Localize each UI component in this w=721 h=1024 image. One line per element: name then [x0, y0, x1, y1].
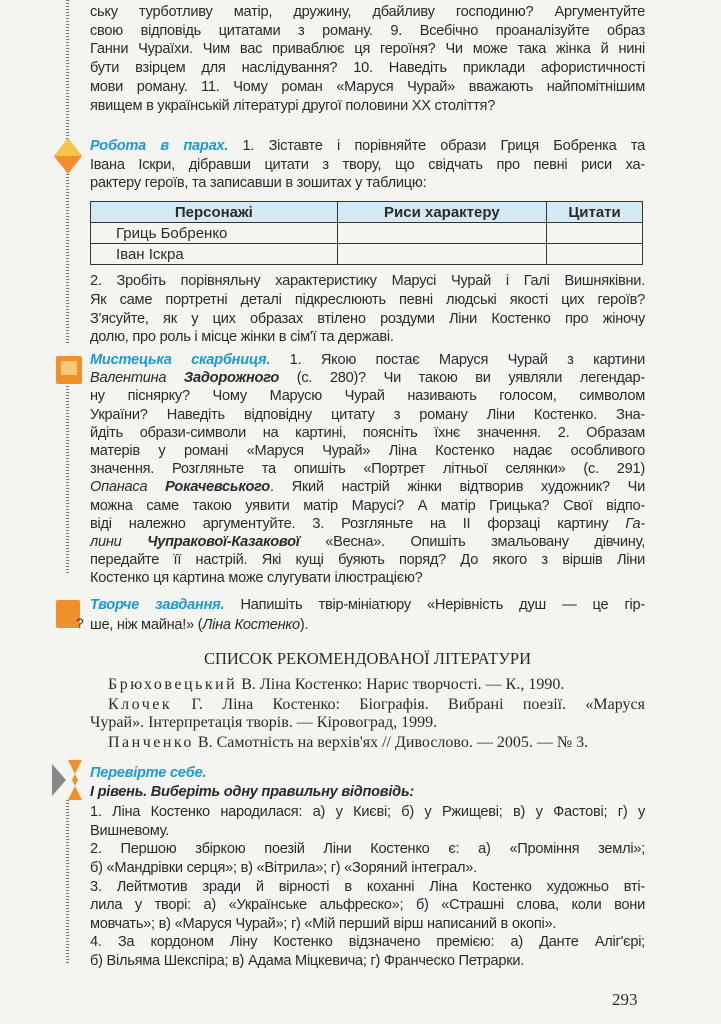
self-check-section — [90, 764, 645, 971]
text-line: Вишневому. — [90, 822, 170, 839]
text-line — [90, 351, 645, 369]
text-segment: Задорожного — [183, 370, 280, 387]
text-line — [90, 596, 645, 616]
text-line: 2. Зробіть порівняльну характеристику Марусі Чурай і Галі Вишняківни. — [90, 273, 645, 289]
text-line — [90, 478, 645, 496]
entry-text: В. Самотність на верхів'ях // Дивослово. — 2005. — № 3. — [193, 734, 589, 751]
text-segment: І рівень. Виберіть одну правильну відповідь: — [90, 783, 414, 800]
text-line: бути взірцем для наслідування? 10. Наведіть приклади афористичності — [90, 60, 645, 77]
text-segment: Га- — [625, 515, 645, 532]
page-number: 293 — [612, 990, 638, 1009]
text-segment: . Який настрій жінки відтворив художник? Чи — [269, 479, 645, 496]
margin-rule — [66, 380, 69, 575]
section-heading: Робота в парах. — [90, 138, 229, 154]
text-segment: Напишіть твір-мініатюру «Нерівність душ — це гір- — [224, 597, 645, 613]
pair-work-task-2 — [90, 272, 645, 347]
text-segment: лини — [90, 534, 148, 551]
entry-text: Г. Ліна Костенко: Біографія. Вибрані поезії. «Маруся — [172, 696, 645, 713]
text-segment: Рокачевського — [165, 479, 270, 496]
text-line: 3. Лейтмотив зради й вірності в коханні Ліна Костенко художньо вті- — [90, 878, 645, 895]
text-line: йдіть образи-символи на картині, поясніть їхнє значення. 2. Образам — [90, 424, 645, 441]
text-line: долю, про роль і місце жінки в сім'ї та державі. — [90, 329, 394, 346]
text-line: б) Вільяма Шекспіра; в) Адама Міцкевича; г) Франческо Петрарки. — [90, 952, 525, 969]
text-segment: ше, ніж майна!» ( — [90, 616, 203, 633]
text-line: Ганни Чураїхи. Чим вас приваблює ця героїня? Чи може така жінка й нині — [90, 41, 645, 58]
text-line: свою відповідь цитатами з роману. 9. Всебічно проаналізуйте образ — [90, 22, 645, 39]
text-line: України? Наведіть відповідну цитату з роману Ліни Костенко. Зна- — [90, 406, 645, 423]
literature-entry — [90, 676, 645, 694]
text-segment: Опанаса — [90, 479, 166, 496]
text-line: Костенко ця картина може слугувати ілюстрацією? — [90, 570, 423, 587]
text-line: 4. За кордоном Ліну Костенко відзначено премією: а) Данте Аліг'єрі; — [90, 934, 645, 951]
author: Клочек — [108, 696, 173, 713]
questions-continuation — [90, 3, 645, 115]
author: Брюховецький — [108, 676, 238, 693]
text-line: Як саме портретні деталі підкреслюють певні людські якості цих героїв? — [90, 291, 645, 308]
text-line: рактеру героїв, та записавши в зошитах у таблицю: — [90, 175, 427, 191]
text-line: 1. Ліна Костенко народилася: а) у Києві; б) у Ржищеві; в) у Фастові; г) у — [90, 804, 645, 821]
text-line — [90, 515, 645, 533]
text-line: можна саме такою уявити матір Марусі? А матір Грицька? Свої відпо- — [90, 497, 645, 514]
literature-entry — [90, 734, 645, 752]
section-heading: Творче завдання. — [90, 597, 225, 613]
text-line — [90, 533, 645, 551]
pair-work-section — [90, 137, 645, 193]
art-treasury-icon — [56, 356, 82, 384]
svg-text:?: ? — [76, 615, 84, 630]
margin-rule — [66, 800, 69, 965]
table-header: Цитати — [547, 202, 643, 223]
table-header: Риси характеру — [337, 202, 546, 223]
table-row — [91, 223, 643, 244]
table-cell: Гриць Бобренко — [91, 223, 338, 244]
text-line: значення. Розгляньте та опишіть «Портрет літньої селянки» (с. 291) — [90, 461, 645, 478]
table-cell — [337, 223, 546, 244]
table-cell — [547, 244, 643, 265]
text-line — [90, 616, 645, 636]
text-line — [90, 764, 645, 783]
table-cell — [547, 223, 643, 244]
text-segment: 1. Зіставте і порівняйте образи Гриця Бобренка та — [228, 138, 646, 154]
entry-text: Чурай». Інтерпретація творів. — Кіровоград, 1999. — [90, 714, 438, 731]
entry-text: В. Ліна Костенко: Нарис творчості. — К., 1990. — [237, 676, 565, 693]
text-line: лила у творі: а) «Українське альфреско»; б) «Страшні слова, коли вони — [90, 897, 645, 914]
text-segment: «Весна». Опишіть змальовану дівчину, — [299, 534, 645, 551]
text-line: Івана Іскри, дібравши цитати з твору, що свідчать про певні риси ха- — [90, 156, 645, 173]
section-heading: Перевірте себе. — [90, 765, 207, 781]
literature-title: СПИСОК РЕКОМЕНДОВАНОЇ ЛІТЕРАТУРИ — [203, 649, 532, 668]
text-segment: (с. 280)? Чи такою ви уявляли легендар- — [279, 370, 645, 387]
characters-table — [90, 201, 643, 265]
text-line: ну піснярку? Чому Марусю Чурай називають голосом, символом — [90, 388, 645, 405]
text-line — [90, 783, 645, 802]
table-header: Персонажі — [91, 202, 338, 223]
text-segment: Валентина — [90, 370, 184, 387]
text-segment: віді належно аргументуйте. 3. Розгляньте на II форзаці картину — [90, 515, 626, 532]
art-treasury-section — [90, 351, 645, 588]
text-line: мовчать»; в) «Маруся Чурай»; г) «Мій перший вірш написаний в окопі». — [90, 915, 557, 932]
table-header-row — [91, 202, 643, 223]
author: Панченко — [108, 734, 194, 751]
table-cell: Іван Іскра — [91, 244, 338, 265]
text-line: матерів у романі «Маруся Чурай» Ліна Костенко надає особливого — [90, 443, 645, 460]
literature-entry — [90, 696, 645, 732]
text-line: явищем в українській літературі другої половини XX століття? — [90, 97, 496, 114]
text-line: передайте її настрій. Які кущі буяють поряд? До якого з віршів Ліни — [90, 552, 645, 569]
text-line: мови роману. 11. Чому роман «Маруся Чурай» вважають найпомітнішим — [90, 78, 645, 95]
text-line: б) «Мандрівки серця»; в) «Вітрила»; г) «Зоряний інтеграл». — [90, 859, 477, 876]
text-segment: Чупракової-Казакової — [147, 534, 300, 551]
text-line: ську турботливу матір, дружину, дбайливу господиню? Аргументуйте — [90, 4, 645, 20]
creative-task-section — [90, 596, 645, 635]
text-segment: 1. Якою постає Маруся Чурай з картини — [270, 352, 645, 368]
self-check-icon — [52, 760, 84, 800]
section-heading: Мистецька скарбниця. — [90, 352, 271, 368]
text-line: З'ясуйте, як у цих образах втілено роздуми Ліни Костенко про жіночу — [90, 310, 645, 327]
text-segment: Ліна Костенко — [202, 616, 300, 633]
table-row — [91, 244, 643, 265]
text-line — [90, 369, 645, 387]
pair-work-diamond-icon — [54, 138, 82, 174]
text-line: 2. Першою збіркою поезій Ліни Костенко є: а) «Проміння землі»; — [90, 841, 645, 858]
creative-task-icon — [56, 600, 84, 630]
text-line — [90, 137, 645, 156]
text-segment: ). — [299, 616, 309, 633]
table-cell — [337, 244, 546, 265]
